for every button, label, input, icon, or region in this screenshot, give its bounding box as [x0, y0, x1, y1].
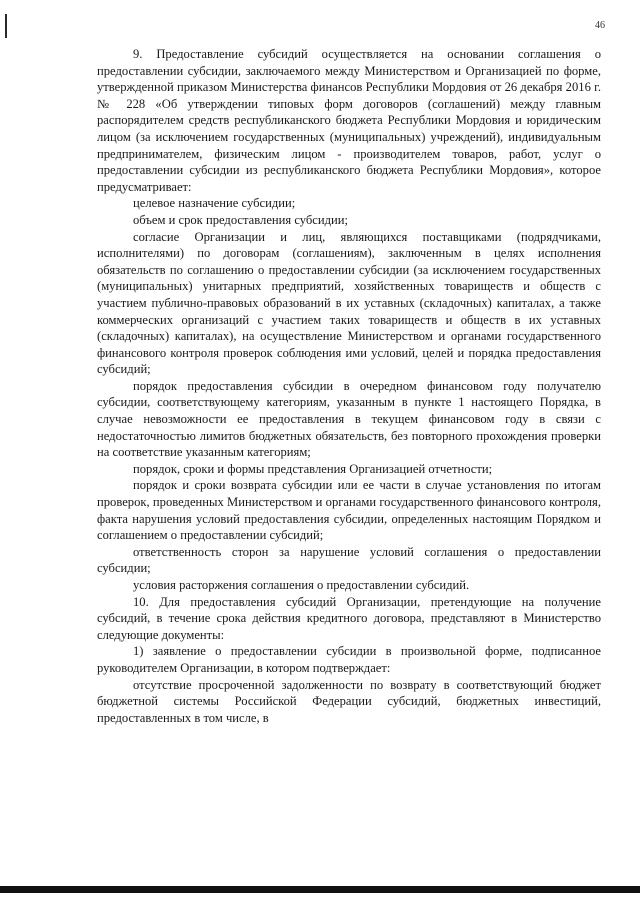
subitem-no-debt: отсутствие просроченной задолженности по возврату в соответствующий бюджет бюджетной системы Российской Федерации субсидий, бюджетных инвестиций, предоставленных в том числе, в [97, 677, 601, 725]
list-item-termination: условия расторжения соглашения о предоставлении субсидий. [133, 578, 470, 592]
list-item-amount: объем и срок предоставления субсидии; [133, 212, 349, 227]
list-item-return: порядок и сроки возврата субсидии или ее части в случае установления по итогам проверок, проведенных Министерством и органами государственного финансового контроля, факта нарушения условий предоставления субсидии, определенных настоящим Порядком и соглашением о предоставлении субсидий; [97, 478, 601, 543]
list-item-consent: согласие Организации и лиц, являющихся поставщиками (подрядчиками, исполнителями) по договорам (соглашениям), заключенным в целях исполнения обязательств по соглашению о предоставлении субсидии (за исключением государственных (муниципальных) унитарных предприятий, хозяйственных товариществ и обществ с участием публично-правовых образований в их уставных (складочных) капиталах, а также коммерческих организаций с участием таких товариществ и обществ в их уставных (складочных) капиталах), на осуществление Министерством и органами государственного финансового контроля проверок соблюдения ими условий, целей и порядка предоставления субсидий; [97, 229, 601, 377]
list-item-reporting: порядок, сроки и формы представления Организацией отчетности; [133, 461, 493, 476]
subitem-1: 1) заявление о предоставлении субсидии в произвольной форме, подписанное руководителем Организации, в котором подтверждает: [97, 644, 601, 675]
page-edge-mark [5, 14, 7, 38]
paragraph-10: 10. Для предоставления субсидий Организации, претендующие на получение субсидий, в течение срока действия кредитного договора, представляют в Министерство следующие документы: [97, 594, 601, 642]
list-item-liability: ответственность сторон за нарушение условий соглашения о предоставлении субсидии; [97, 544, 601, 576]
list-item-next-year: порядок предоставления субсидии в очередном финансовом году получателю субсидии, соответствующему категориям, указанным в пункте 1 настоящего Порядка, в случае невозможности ее предоставления в текущем финансовом году в связи с недостаточностью лимитов бюджетных обязательств, без повторного прохождения проверки на соответствие указанным категориям; [97, 378, 601, 460]
scan-bottom-border [0, 886, 640, 893]
paragraph-9: 9. Предоставление субсидий осуществляется на основании соглашения о предоставлении субсидии, заключаемого между Министерством и Организацией по форме, утвержденной приказом Министерства финансов Республики Мордовия от 26 декабря 2016 г. № 228 «Об утверждении типовых форм договоров (соглашений) между главным распорядителем средств республиканского бюджета Республики Мордовия и юридическим лицом (за исключением государственных (муниципальных) учреждений), индивидуальным предпринимателем, физическим лицом - производителем товаров, работ, услуг о предоставлении субсидии из республиканского бюджета Республики Мордовия», которое предусматривает: [97, 47, 601, 194]
page-number: 46 [595, 20, 605, 31]
list-item-purpose: целевое назначение субсидии; [133, 196, 296, 211]
document-body [97, 46, 601, 726]
